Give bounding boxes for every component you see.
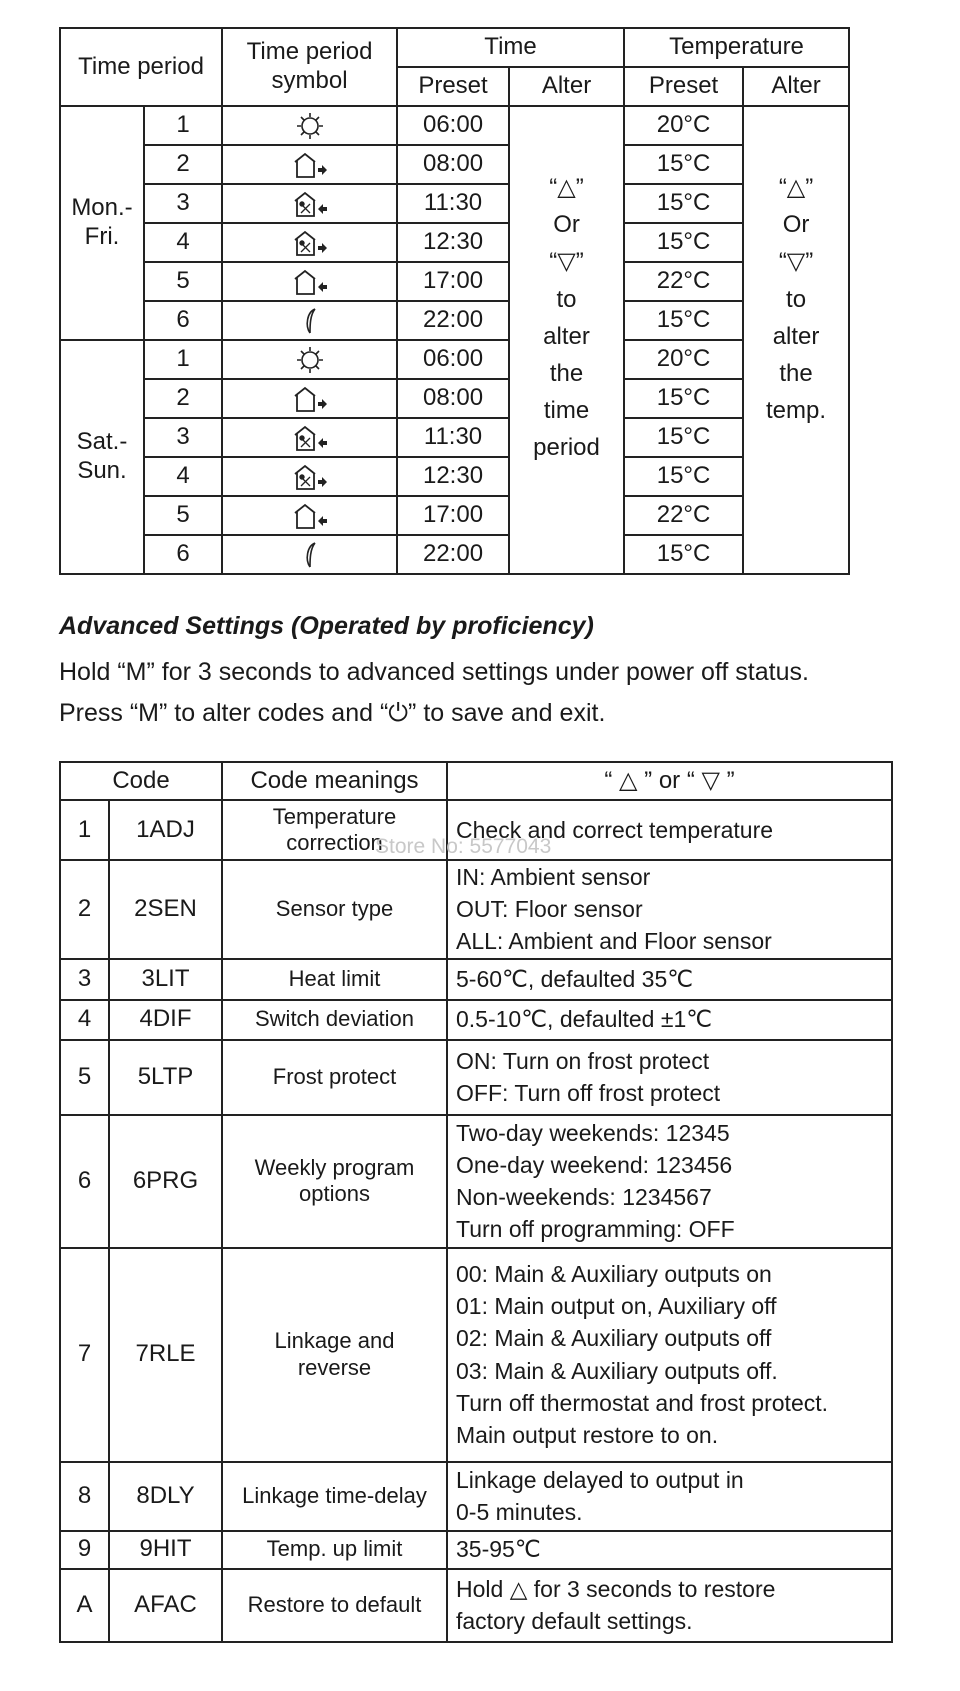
note-line: “△” — [549, 174, 584, 201]
schedule-row — [60, 418, 849, 457]
description-line: Check and correct temperature — [456, 816, 774, 843]
preset-temp: 22°C — [624, 496, 743, 535]
description-line: 03: Main & Auxiliary outputs off. — [456, 1357, 778, 1384]
symbol-cell — [222, 340, 397, 379]
description-line: ON: Turn on frost protect — [456, 1047, 710, 1074]
temp-alter-note — [743, 106, 849, 574]
header-temp-preset: Preset — [624, 67, 743, 106]
house-meal-return-icon — [223, 189, 396, 219]
code-name: 8DLY — [109, 1462, 222, 1531]
description-line: 00: Main & Auxiliary outputs on — [456, 1261, 772, 1287]
symbol-cell — [222, 379, 397, 418]
schedule-row — [60, 379, 849, 418]
code-row — [60, 860, 892, 959]
description-line: Main output restore to on. — [456, 1421, 719, 1448]
store-watermark: Store No: 5577043 — [375, 835, 552, 858]
code-meaning: Heat limit — [222, 959, 447, 1000]
schedule-row — [60, 184, 849, 223]
preset-temp: 15°C — [624, 457, 743, 496]
schedule-row — [60, 262, 849, 301]
code-meaning: Switch deviation — [222, 1000, 447, 1040]
preset-time: 17:00 — [397, 496, 509, 535]
house-meal-return-icon — [223, 423, 396, 453]
code-description — [447, 1462, 892, 1531]
code-description — [447, 1248, 892, 1462]
code-meaning: Linkage and reverse — [222, 1248, 447, 1462]
house-meal-leave-icon — [223, 228, 396, 258]
header-action: “ △ ” or “ ▽ ” — [447, 762, 892, 800]
instruction-line-2: Press “M” to alter codes and “⏻” to save and exit. — [59, 699, 606, 727]
header-time-alter: Alter — [509, 67, 624, 106]
code-row — [60, 1531, 892, 1569]
period-number: 3 — [144, 418, 222, 457]
preset-time: 11:30 — [397, 184, 509, 223]
header-code-meanings: Code meanings — [222, 762, 447, 800]
period-number: 5 — [144, 496, 222, 535]
preset-time: 22:00 — [397, 301, 509, 340]
description-line: factory default settings. — [456, 1608, 693, 1635]
preset-temp: 20°C — [624, 340, 743, 379]
code-meaning: Temperature correction — [222, 800, 447, 860]
codes-table — [59, 761, 893, 1643]
schedule-row — [60, 145, 849, 184]
code-row — [60, 1569, 892, 1642]
header-temp-alter: Alter — [743, 67, 849, 106]
description-line: 01: Main output on, Auxiliary off — [456, 1293, 777, 1320]
header-time: Time — [397, 28, 624, 67]
preset-time: 12:30 — [397, 223, 509, 262]
preset-temp: 15°C — [624, 418, 743, 457]
note-line: alter — [772, 322, 820, 350]
description-line: Two-day weekends: 12345 — [456, 1119, 730, 1146]
note-line: the — [549, 359, 584, 387]
note-line: “▽” — [778, 248, 814, 276]
day-group-label: Mon.- Fri. — [60, 106, 144, 340]
period-number: 1 — [144, 106, 222, 145]
code-index: 5 — [60, 1040, 109, 1115]
preset-temp: 15°C — [624, 379, 743, 418]
code-name: 1ADJ — [109, 800, 222, 860]
house-return-icon — [223, 267, 396, 297]
symbol-cell — [222, 262, 397, 301]
note-line: time — [543, 397, 590, 425]
time-alter-note — [509, 106, 624, 574]
description-line: Turn off programming: OFF — [456, 1216, 735, 1243]
code-row — [60, 1248, 892, 1462]
code-index: 2 — [60, 860, 109, 959]
period-number: 2 — [144, 379, 222, 418]
code-name: 9HIT — [109, 1531, 222, 1569]
code-name: 5LTP — [109, 1040, 222, 1115]
period-number: 5 — [144, 262, 222, 301]
code-row — [60, 1040, 892, 1115]
code-description — [447, 1115, 892, 1248]
description-line: 02: Main & Auxiliary outputs off — [456, 1325, 772, 1352]
period-number: 6 — [144, 535, 222, 574]
note-line: temp. — [766, 397, 827, 425]
description-line: 0.5-10℃, defaulted ±1℃ — [456, 1006, 713, 1033]
description-line: Non-weekends: 1234567 — [456, 1184, 712, 1211]
code-index: 9 — [60, 1531, 109, 1569]
code-index: 3 — [60, 959, 109, 1000]
symbol-cell — [222, 301, 397, 340]
moon-icon — [223, 306, 396, 336]
symbol-cell — [222, 457, 397, 496]
description-line: 35-95℃ — [456, 1536, 541, 1563]
header-time-period: Time period — [60, 28, 222, 106]
code-meaning: Weekly program options — [222, 1115, 447, 1248]
schedule-row — [60, 496, 849, 535]
house-return-icon — [223, 501, 396, 531]
sun-icon — [223, 345, 396, 375]
preset-time: 08:00 — [397, 145, 509, 184]
code-index: 7 — [60, 1248, 109, 1462]
header-code: Code — [60, 762, 222, 800]
note-line: alter — [543, 322, 590, 350]
note-line: to — [786, 285, 807, 313]
code-meaning: Linkage time-delay — [222, 1462, 447, 1531]
preset-time: 08:00 — [397, 379, 509, 418]
description-line: IN: Ambient sensor — [456, 864, 651, 890]
code-row — [60, 959, 892, 1000]
schedule-row — [60, 340, 849, 379]
code-index: 8 — [60, 1462, 109, 1531]
schedule-table — [59, 27, 850, 575]
symbol-cell — [222, 496, 397, 535]
description-line: Turn off thermostat and frost protect. — [456, 1389, 829, 1416]
period-number: 3 — [144, 184, 222, 223]
preset-temp: 15°C — [624, 535, 743, 574]
preset-time: 06:00 — [397, 340, 509, 379]
note-line: “△” — [778, 174, 814, 201]
description-line: Linkage delayed to output in — [456, 1466, 744, 1493]
house-leave-icon — [223, 384, 396, 414]
code-description — [447, 1000, 892, 1040]
symbol-cell — [222, 535, 397, 574]
period-number: 4 — [144, 223, 222, 262]
preset-temp: 15°C — [624, 223, 743, 262]
description-line: One-day weekend: 123456 — [456, 1151, 733, 1178]
code-index: 6 — [60, 1115, 109, 1248]
code-index: 1 — [60, 800, 109, 860]
code-description — [447, 860, 892, 959]
day-group-label: Sat.- Sun. — [60, 340, 144, 574]
code-name: 7RLE — [109, 1248, 222, 1462]
code-index: A — [60, 1569, 109, 1642]
note-line: to — [556, 285, 577, 313]
code-name: 2SEN — [109, 860, 222, 959]
schedule-row — [60, 457, 849, 496]
period-number: 6 — [144, 301, 222, 340]
symbol-cell — [222, 223, 397, 262]
preset-time: 06:00 — [397, 106, 509, 145]
house-meal-leave-icon — [223, 462, 396, 492]
preset-temp: 20°C — [624, 106, 743, 145]
header-temperature: Temperature — [624, 28, 849, 67]
header-symbol: Time period symbol — [222, 28, 397, 106]
preset-temp: 15°C — [624, 301, 743, 340]
code-description — [447, 1569, 892, 1642]
code-meaning: Restore to default — [222, 1569, 447, 1642]
code-description — [447, 1531, 892, 1569]
preset-time: 17:00 — [397, 262, 509, 301]
note-line: the — [779, 359, 813, 387]
code-index: 4 — [60, 1000, 109, 1040]
preset-time: 22:00 — [397, 535, 509, 574]
note-line: period — [533, 434, 600, 462]
description-line: Hold △ for 3 seconds to restore — [456, 1575, 776, 1602]
preset-temp: 22°C — [624, 262, 743, 301]
code-meaning: Temp. up limit — [222, 1531, 447, 1569]
schedule-row — [60, 223, 849, 262]
sun-icon — [223, 111, 396, 141]
house-leave-icon — [223, 150, 396, 180]
code-name: 6PRG — [109, 1115, 222, 1248]
description-line: OUT: Floor sensor — [456, 896, 643, 923]
code-row — [60, 1115, 892, 1248]
schedule-row — [60, 106, 849, 145]
symbol-cell — [222, 418, 397, 457]
preset-time: 12:30 — [397, 457, 509, 496]
period-number: 4 — [144, 457, 222, 496]
note-line: “▽” — [549, 248, 584, 276]
code-meaning: Frost protect — [222, 1040, 447, 1115]
description-line: OFF: Turn off frost protect — [456, 1080, 721, 1107]
header-time-preset: Preset — [397, 67, 509, 106]
moon-icon — [223, 540, 396, 570]
symbol-cell — [222, 106, 397, 145]
advanced-settings-heading: Advanced Settings (Operated by proficiency) — [59, 612, 594, 640]
symbol-cell — [222, 184, 397, 223]
code-row — [60, 1000, 892, 1040]
instruction-line-1: Hold “M” for 3 seconds to advanced settings under power off status. — [59, 658, 809, 686]
schedule-row — [60, 535, 849, 574]
note-line: Or — [553, 211, 580, 239]
code-name: AFAC — [109, 1569, 222, 1642]
code-name: 4DIF — [109, 1000, 222, 1040]
preset-temp: 15°C — [624, 184, 743, 223]
code-meaning: Sensor type — [222, 860, 447, 959]
code-row — [60, 1462, 892, 1531]
note-line: Or — [782, 211, 810, 239]
description-line: 5-60℃, defaulted 35℃ — [456, 965, 694, 992]
preset-temp: 15°C — [624, 145, 743, 184]
code-description — [447, 1040, 892, 1115]
schedule-row — [60, 301, 849, 340]
description-line: 0-5 minutes. — [456, 1499, 583, 1526]
description-line: ALL: Ambient and Floor sensor — [456, 928, 772, 955]
period-number: 2 — [144, 145, 222, 184]
symbol-cell — [222, 145, 397, 184]
period-number: 1 — [144, 340, 222, 379]
code-description — [447, 959, 892, 1000]
code-name: 3LIT — [109, 959, 222, 1000]
preset-time: 11:30 — [397, 418, 509, 457]
